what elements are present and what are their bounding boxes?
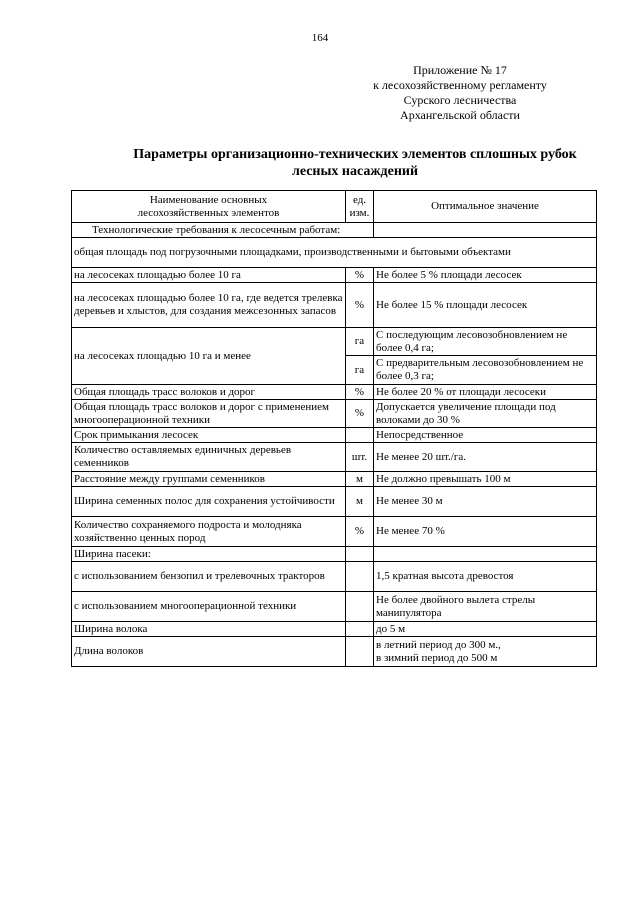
row-value: С предварительным лесовозобновлением не более 0,3 га; <box>374 356 597 385</box>
document-title <box>100 146 610 180</box>
row-value: С последующим лесовозобновлением не более 0,4 га; <box>374 328 597 356</box>
table-row <box>72 283 597 328</box>
row-name: на лесосеках площадью 10 га и менее <box>72 328 346 385</box>
row-value-line: в зимний период до 500 м <box>376 651 498 664</box>
row-unit: % <box>346 268 374 283</box>
row-unit: м <box>346 487 374 517</box>
parameters-table <box>71 190 597 667</box>
row-unit: га <box>346 356 374 385</box>
table-header-row <box>72 191 597 223</box>
row-value: Не более 15 % площади лесосек <box>374 283 597 328</box>
row-name: Общая площадь трасс волоков и дорог с применением многооперационной техники <box>72 400 346 428</box>
row-name: на лесосеках площадью более 10 га <box>72 268 346 283</box>
title-line: лесных насаждений <box>291 164 419 179</box>
row-unit <box>346 547 374 562</box>
row-value: Не более 20 % от площади лесосеки <box>374 385 597 400</box>
row-unit: шт. <box>346 443 374 472</box>
appendix-line: Сурского лесничества <box>403 93 517 107</box>
header-value: Оптимальное значение <box>374 191 597 223</box>
row-name: с использованием многооперационной техники <box>72 592 346 622</box>
row-unit: % <box>346 400 374 428</box>
table-row <box>72 385 597 400</box>
row-name: Расстояние между группами семенников <box>72 472 346 487</box>
row-unit <box>346 592 374 622</box>
table-row <box>72 400 597 428</box>
row-unit: га <box>346 328 374 356</box>
appendix-line: Архангельской области <box>400 108 520 122</box>
header-name-line: Наименование основных <box>149 193 268 206</box>
header-name <box>72 191 346 223</box>
table-row <box>72 472 597 487</box>
row-name: Ширина семенных полос для сохранения устойчивости <box>72 487 346 517</box>
table-row <box>72 622 597 637</box>
section-row <box>72 238 597 268</box>
row-unit <box>346 562 374 592</box>
header-unit-line: изм. <box>349 206 370 219</box>
row-unit: % <box>346 283 374 328</box>
row-value <box>374 637 597 667</box>
row-value: Не менее 30 м <box>374 487 597 517</box>
row-value: Не более 5 % площади лесосек <box>374 268 597 283</box>
table-cell <box>374 223 597 238</box>
row-value-line: в летний период до 300 м., <box>376 638 501 651</box>
section-row <box>72 223 597 238</box>
table-row <box>72 268 597 283</box>
row-value <box>374 547 597 562</box>
row-name: Ширина пасеки: <box>72 547 346 562</box>
section-label: Технологические требования к лесосечным работам: <box>72 223 374 238</box>
row-name: на лесосеках площадью более 10 га, где ведется трелевка деревьев и хлыстов, для создания межсезонных запасов <box>72 283 346 328</box>
table-row <box>72 547 597 562</box>
row-name: Ширина волока <box>72 622 346 637</box>
row-unit <box>346 428 374 443</box>
row-unit: % <box>346 517 374 547</box>
title-line: Параметры организационно-технических элементов сплошных рубок <box>133 147 577 162</box>
row-value: Не должно превышать 100 м <box>374 472 597 487</box>
row-name: Длина волоков <box>72 637 346 667</box>
appendix-line: Приложение № 17 <box>413 63 507 77</box>
row-value: Не более двойного вылета стрелы манипулятора <box>374 592 597 622</box>
table-row <box>72 517 597 547</box>
table-row <box>72 487 597 517</box>
row-value: 1,5 кратная высота древостоя <box>374 562 597 592</box>
section-label: общая площадь под погрузочными площадками, производственными и бытовыми объектами <box>72 238 597 268</box>
row-value: Не менее 70 % <box>374 517 597 547</box>
table-row <box>72 443 597 472</box>
table-row <box>72 428 597 443</box>
table-row <box>72 328 597 356</box>
row-unit: м <box>346 472 374 487</box>
row-unit <box>346 637 374 667</box>
row-value: до 5 м <box>374 622 597 637</box>
row-name: Количество сохраняемого подроста и молодняка хозяйственно ценных пород <box>72 517 346 547</box>
row-name: с использованием бензопил и трелевочных тракторов <box>72 562 346 592</box>
header-unit-line: ед. <box>352 193 367 206</box>
row-value: Не менее 20 шт./га. <box>374 443 597 472</box>
row-value: Допускается увеличение площади под волоками до 30 % <box>374 400 597 428</box>
appendix-caption <box>320 63 600 123</box>
header-name-line: лесохозяйственных элементов <box>137 206 280 219</box>
row-name: Общая площадь трасс волоков и дорог <box>72 385 346 400</box>
row-unit <box>346 622 374 637</box>
table-row <box>72 562 597 592</box>
table-row <box>72 592 597 622</box>
page-number: 164 <box>311 32 329 44</box>
header-unit <box>346 191 374 223</box>
row-name: Срок примыкания лесосек <box>72 428 346 443</box>
row-value: Непосредственное <box>374 428 597 443</box>
table-row <box>72 637 597 667</box>
appendix-line: к лесохозяйственному регламенту <box>373 78 547 92</box>
row-unit: % <box>346 385 374 400</box>
row-name: Количество оставляемых единичных деревьев семенников <box>72 443 346 472</box>
